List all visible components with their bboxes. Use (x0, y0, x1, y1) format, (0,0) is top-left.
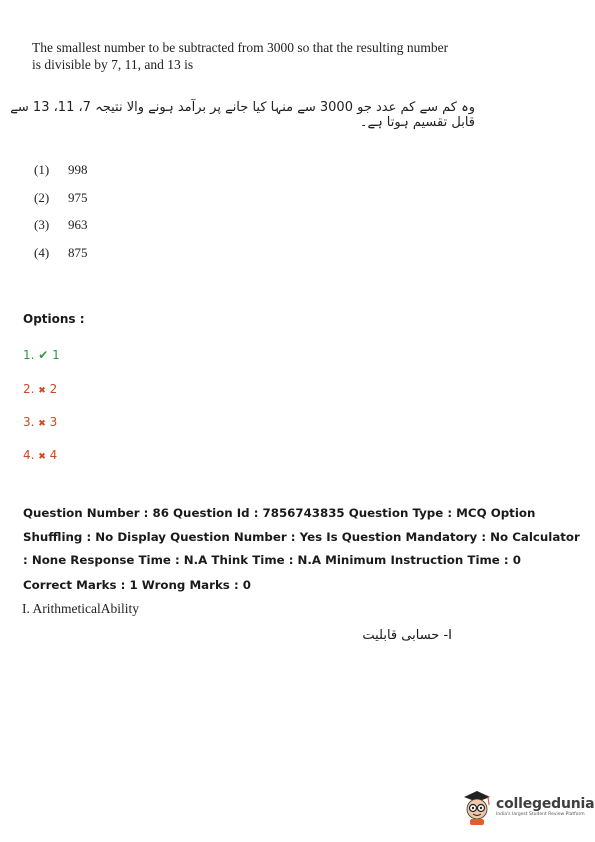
logo-name: collegedunia (496, 795, 595, 812)
choice-value: 963 (68, 217, 88, 232)
cross-icon: ✖ (38, 419, 46, 429)
choice-2 (34, 190, 88, 218)
logo-tagline: India's largest Student Review Platform (496, 811, 585, 817)
choice-number: (1) (34, 162, 50, 177)
choice-value: 998 (68, 162, 88, 177)
option-3 (23, 415, 57, 429)
mascot-icon (461, 786, 493, 826)
option-label: 2 (49, 382, 58, 396)
option-label: 4 (49, 448, 58, 462)
choice-number: (4) (34, 244, 50, 260)
choice-1 (34, 162, 88, 190)
question-text: The smallest number to be subtracted from 3000 so that the resulting number is divisible by 7, 11, and 13 is (32, 40, 449, 72)
choice-4 (34, 245, 88, 273)
question-text-urdu: وہ کم سے کم عدد جو 3000 سے منہا کیا جانے پر برآمد ہونے والا نتیجہ 7، 11، 13 سے قابل تقسیم ہوتا ہے۔ (10, 100, 475, 130)
section-title-urdu: I- حسابی قابلیت (362, 628, 452, 643)
collegedunia-logo (461, 786, 594, 826)
choice-value: 875 (68, 244, 88, 260)
option-prefix: 1. (23, 348, 35, 362)
choice-3 (34, 217, 88, 245)
question-metadata: Question Number : 86 Question Id : 7856743835 Question Type : MCQ Option Shuffling : No Display Question Number : Yes Is Question Mandatory : No Calculator : None Response Time : N.A Think Time : N.A Minimum Instruction Time : 0 (23, 506, 580, 567)
option-1 (23, 348, 60, 362)
option-prefix: 2. (23, 382, 35, 396)
option-prefix: 4. (23, 448, 35, 462)
option-label: 1 (52, 348, 60, 362)
option-2 (23, 382, 57, 396)
section-title: I. ArithmeticalAbility (22, 601, 139, 616)
cross-icon: ✖ (38, 452, 46, 462)
choice-number: (3) (34, 217, 50, 232)
option-label: 3 (49, 415, 58, 429)
choice-value: 975 (68, 189, 88, 205)
option-prefix: 3. (23, 415, 35, 429)
marks-info: Correct Marks : 1 Wrong Marks : 0 (23, 578, 251, 592)
option-4 (23, 448, 57, 462)
check-icon: ✔ (38, 348, 49, 362)
cross-icon: ✖ (38, 386, 46, 396)
options-heading: Options : (23, 312, 85, 326)
answer-choices (34, 162, 88, 272)
choice-number: (2) (34, 189, 50, 205)
